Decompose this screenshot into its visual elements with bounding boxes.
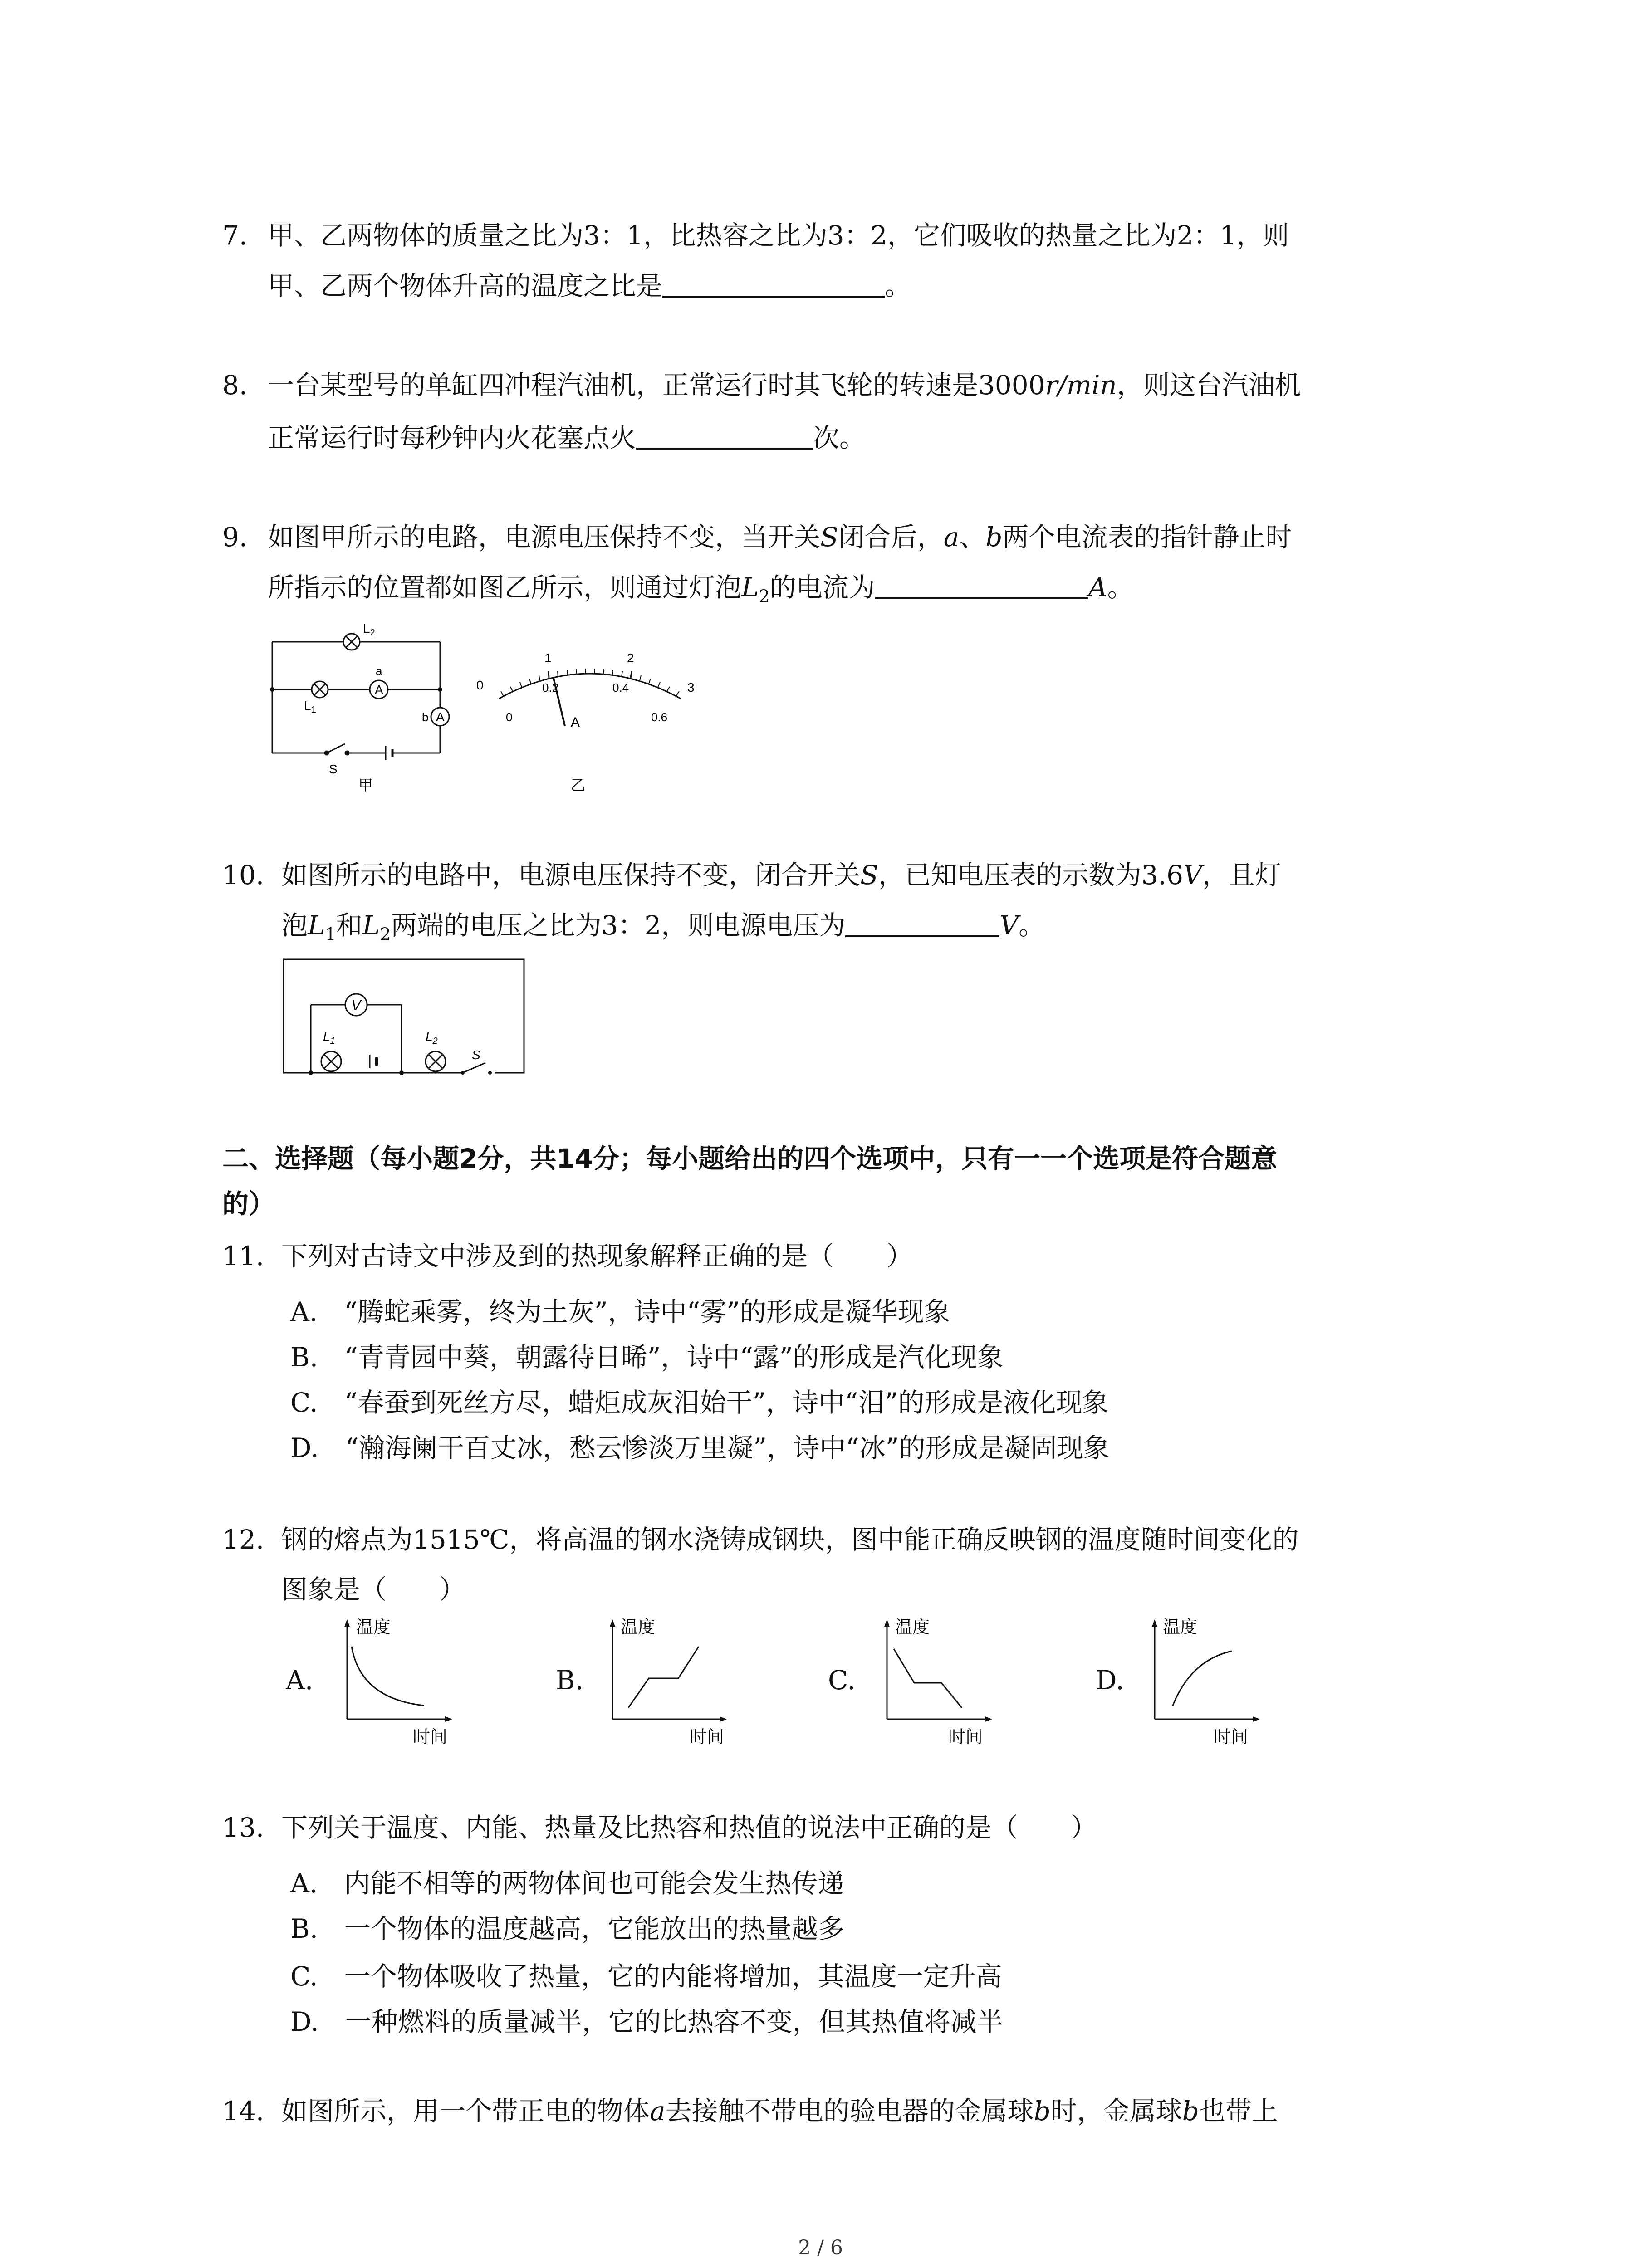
q10-l1: L	[308, 910, 325, 941]
q11-option-c[interactable]: C. “春蚕到死丝方尽，蜡炬成灰泪始干”，诗中“泪”的形成是液化现象	[290, 1387, 1109, 1418]
q9-unit: A	[1088, 572, 1107, 603]
q13-option-a[interactable]: A. 内能不相等的两物体间也可能会发生热传递	[290, 1868, 844, 1899]
q10-fig-l1-label: $L_1$	[323, 1030, 335, 1046]
q10-fig-voltmeter: V	[351, 997, 361, 1013]
q9-line2	[268, 574, 1134, 605]
q10-l2: L	[362, 910, 380, 941]
q12-line1: 钢的熔点为1515℃，将高温的钢水浇铸成钢块，图中能正确反映钢的温度随时间变化的	[281, 1524, 1299, 1555]
q10-number: 10.	[222, 860, 265, 890]
q10-line2	[281, 912, 1045, 943]
q14-line1	[281, 2098, 1278, 2124]
section2-heading-cont: 的）	[222, 1188, 275, 1219]
graph-ylabel: 温度	[621, 1618, 656, 1637]
graph-xlabel: 时间	[1214, 1728, 1249, 1746]
q8-line1	[268, 370, 1301, 401]
q10-line2-b: 两端的电压之比为3：2，则电源电压为	[391, 910, 846, 941]
q13-number: 13.	[222, 1812, 265, 1843]
q11-stem: 下列对古诗文中涉及到的热现象解释正确的是（ ）	[281, 1241, 913, 1271]
q9-end: 。	[1107, 572, 1134, 603]
q9-fig-l2-label: $L_2$	[363, 621, 375, 638]
q9-fig-l1-label: $L_1$	[304, 699, 316, 715]
graph-xlabel: 时间	[413, 1728, 448, 1746]
graph-ylabel: 温度	[895, 1618, 930, 1637]
q10-fig-switch-label: S	[472, 1048, 480, 1062]
q7-line2	[268, 272, 911, 299]
q14-line1-b: 去接触不带电的验电器的金属球	[665, 2096, 1034, 2126]
q8-line2	[268, 424, 866, 451]
q7-end: 。	[885, 270, 911, 301]
q12-graph-b[interactable]	[599, 1615, 744, 1746]
q11-option-d[interactable]: D. “瀚海阑干百丈冰，愁云惨淡万里凝”，诗中“冰”的形成是凝固现象	[290, 1432, 1110, 1463]
q10-unit: V	[999, 910, 1019, 941]
meter-bottom-label: 0.4	[612, 681, 629, 694]
q13-stem: 下列关于温度、内能、热量及比热容和热值的说法中正确的是（ ）	[281, 1812, 1097, 1843]
q8-line1-b: ，则这台汽油机	[1117, 370, 1301, 401]
q10-and: 和	[336, 910, 362, 941]
meter-top-label: 2	[627, 651, 634, 665]
q14-line1-c: 时，金属球	[1050, 2096, 1182, 2126]
meter-top-label: 3	[687, 680, 695, 694]
q8-line1-a: 一台某型号的单缸四冲程汽油机，正常运行时其飞轮的转速是3000	[268, 370, 1045, 401]
q7-number: 7.	[222, 220, 248, 251]
q10-end: 。	[1019, 910, 1045, 941]
q9-line1	[268, 524, 1292, 550]
q9-l2-sub: 2	[759, 586, 770, 606]
q9-fig-caption-yi: 乙	[571, 777, 586, 793]
q7-line2-text: 甲、乙两个物体升高的温度之比是	[268, 270, 663, 301]
q9-line2-b: 的电流为	[769, 572, 875, 603]
q12-number: 12.	[222, 1524, 265, 1555]
q9-fig-caption-jia: 甲	[358, 777, 373, 793]
q10-line1-a: 如图所示的电路中，电源电压保持不变，闭合开关	[281, 860, 861, 890]
q14-number: 14.	[222, 2096, 265, 2126]
meter-bottom-label: 0.6	[651, 710, 668, 724]
q9-fig-switch-label: S	[329, 762, 338, 776]
q14-object-a: a	[650, 2096, 666, 2126]
q9-switch-s: S	[820, 522, 838, 552]
q14-line1-a: 如图所示，用一个带正电的物体	[281, 2096, 650, 2126]
q12-graph-d[interactable]	[1141, 1615, 1277, 1746]
q11-option-a[interactable]: A. “腾蛇乘雾，终为土灰”，诗中“雾”的形成是凝华现象	[290, 1296, 950, 1327]
q11-number: 11.	[222, 1241, 265, 1271]
q14-ball-b: b	[1034, 2096, 1051, 2126]
q10-circuit-figure	[277, 955, 531, 1082]
graph-xlabel: 时间	[690, 1728, 725, 1746]
q9-meter-figure	[467, 631, 712, 794]
graph-xlabel: 时间	[948, 1728, 983, 1746]
section2-heading: 二、选择题（每小题2分，共14分；每小题给出的四个选项中，只有一一个选项是符合题意	[222, 1143, 1278, 1174]
q12-option-a-label[interactable]: A.	[286, 1665, 314, 1696]
q14-ball-b2: b	[1182, 2096, 1199, 2126]
q9-line2-a: 所指示的位置都如图乙所示，则通过灯泡	[268, 572, 742, 603]
q10-fig-l2-label: $L_2$	[426, 1030, 438, 1046]
q8-line2-text: 正常运行时每秒钟内火花塞点火	[268, 422, 637, 453]
q9-fig-ammeter-a: A	[375, 683, 383, 697]
q10-line1-b: ，已知电压表的示数为3.6	[878, 860, 1183, 890]
q9-fig-ammeter-b: A	[436, 710, 445, 724]
meter-top-label: 1	[544, 651, 552, 665]
q9-fig-b-label: b	[422, 710, 429, 724]
graph-ylabel: 温度	[356, 1618, 391, 1637]
q9-l2: L	[741, 572, 759, 603]
q10-unit-v: V	[1183, 860, 1202, 890]
q8-end: 次。	[813, 422, 866, 453]
meter-unit-label: A	[571, 715, 580, 730]
q10-answer-blank[interactable]	[845, 912, 999, 937]
q12-graph-c[interactable]	[873, 1615, 1009, 1746]
q9-fig-a-label: a	[376, 664, 382, 678]
q9-meter-b: b	[985, 522, 1003, 552]
q8-answer-blank[interactable]	[636, 424, 813, 450]
q9-sep: 、	[959, 522, 986, 552]
q12-graph-a[interactable]	[333, 1615, 470, 1746]
q9-meter-a: a	[943, 522, 960, 552]
q10-line1	[281, 862, 1281, 888]
q9-line1-c: 两个电流表的指针静止时	[1002, 522, 1292, 552]
q14-line1-d: 也带上	[1199, 2096, 1278, 2126]
q12-option-b-label[interactable]: B.	[556, 1665, 584, 1696]
q9-answer-blank[interactable]	[875, 574, 1088, 599]
graph-ylabel: 温度	[1163, 1618, 1198, 1637]
meter-top-label: 0	[476, 678, 484, 692]
q12-option-d-label[interactable]: D.	[1096, 1665, 1124, 1696]
q12-line2: 图象是（ ）	[281, 1574, 466, 1605]
meter-bottom-label: 0	[506, 710, 513, 724]
q10-switch-s: S	[860, 860, 878, 890]
q9-line1-b: 闭合后，	[838, 522, 944, 552]
q9-number: 9.	[222, 522, 248, 552]
q7-answer-blank[interactable]	[662, 272, 885, 298]
q7-line1: 甲、乙两物体的质量之比为3：1，比热容之比为3：2，它们吸收的热量之比为2：1，则	[268, 220, 1289, 251]
q10-line2-a: 泡	[281, 910, 308, 941]
q12-option-c-label[interactable]: C.	[828, 1665, 856, 1696]
q13-option-b[interactable]: B. 一个物体的温度越高，它能放出的热量越多	[290, 1913, 845, 1944]
meter-bottom-tick-labels	[506, 681, 667, 724]
q8-number: 8.	[222, 370, 248, 401]
q10-line1-c: ，且灯	[1202, 860, 1281, 890]
q10-l1-sub: 1	[325, 924, 336, 944]
meter-bottom-label: 0.2	[542, 681, 559, 694]
q9-circuit-figure	[268, 621, 458, 794]
q8-unit: r/min	[1045, 370, 1117, 401]
q11-option-b[interactable]: B. “青青园中葵，朝露待日晞”，诗中“露”的形成是汽化现象	[290, 1342, 1004, 1373]
q9-line1-a: 如图甲所示的电路，电源电压保持不变，当开关	[268, 522, 821, 552]
q13-option-d[interactable]: D. 一种燃料的质量减半，它的比热容不变，但其热值将减半	[290, 2006, 1003, 2037]
q10-l2-sub: 2	[380, 924, 391, 944]
q13-option-c[interactable]: C. 一个物体吸收了热量，它的内能将增加，其温度一定升高	[290, 1961, 1002, 1992]
page-number: 2 / 6	[798, 2236, 843, 2259]
